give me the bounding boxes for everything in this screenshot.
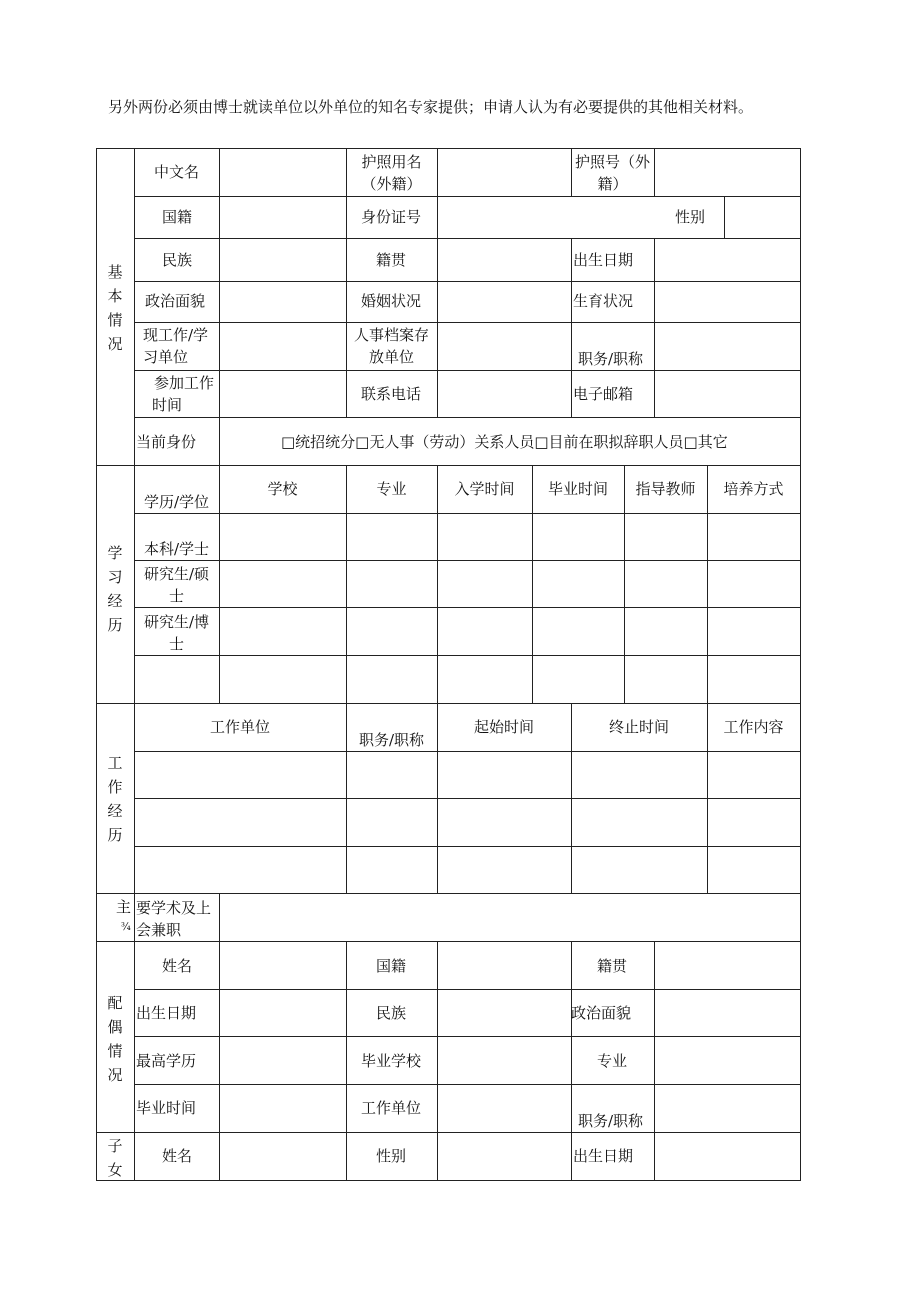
label-phone: 联系电话 bbox=[361, 385, 422, 403]
label-work-start: 参加工作 时间 bbox=[152, 374, 215, 414]
label-work-unit: 现工作/学 习单位 bbox=[143, 326, 209, 366]
col-advisor: 指导教师 bbox=[635, 480, 696, 498]
label-passport-name: 护照用名 （外籍） bbox=[361, 153, 422, 193]
col-work-end: 终止时间 bbox=[608, 718, 669, 736]
label-passport-no: 护照号（外 籍） bbox=[574, 153, 650, 193]
col-work-content: 工作内容 bbox=[723, 718, 784, 736]
spouse-label-grad-time: 毕业时间 bbox=[136, 1099, 197, 1117]
spouse-label-name: 姓名 bbox=[162, 957, 193, 975]
children-section-label: 子女 bbox=[107, 1137, 123, 1179]
table-border-top bbox=[96, 148, 801, 149]
label-email: 电子邮箱 bbox=[573, 385, 634, 403]
spouse-label-major: 专业 bbox=[597, 1052, 628, 1070]
label-id-no: 身份证号 bbox=[361, 208, 422, 226]
label-gender: 性别 bbox=[675, 208, 706, 226]
spouse-label-work-unit: 工作单位 bbox=[361, 1099, 422, 1117]
identity-options: □统招统分□无人事（劳动）关系人员□目前在职拟辞职人员□其它 bbox=[281, 433, 728, 451]
academic-prefix-mark: ¾ bbox=[121, 922, 131, 933]
label-political: 政治面貌 bbox=[145, 292, 206, 310]
spouse-label-school: 毕业学校 bbox=[361, 1052, 422, 1070]
label-identity: 当前身份 bbox=[136, 433, 197, 451]
spouse-section-label: 配偶情况 bbox=[107, 994, 123, 1084]
col-graduate: 毕业时间 bbox=[547, 480, 608, 498]
label-academic: 要学术及上 会兼职 bbox=[136, 899, 212, 939]
label-position: 职务/职称 bbox=[578, 350, 644, 368]
label-archive-unit: 人事档案存 放单位 bbox=[353, 326, 429, 366]
spouse-label-native-place: 籍贯 bbox=[597, 957, 628, 975]
work-section-label: 工作经历 bbox=[107, 754, 123, 844]
col-work-unit: 工作单位 bbox=[209, 718, 270, 736]
intro-text: 另外两份必须由博士就读单位以外单位的知名专家提供；申请人认为有必要提供的其他相关材料。 bbox=[108, 98, 754, 116]
row-master: 研究生/硕 士 bbox=[143, 565, 210, 605]
col-work-start: 起始时间 bbox=[473, 718, 534, 736]
table-border-left bbox=[96, 148, 97, 1181]
label-marital: 婚姻状况 bbox=[361, 292, 422, 310]
spouse-label-birth-date: 出生日期 bbox=[136, 1004, 197, 1022]
col-degree: 学历/学位 bbox=[144, 493, 210, 511]
children-label-birth-date: 出生日期 bbox=[573, 1147, 634, 1165]
col-work-position: 职务/职称 bbox=[358, 731, 425, 749]
col-enroll: 入学时间 bbox=[454, 480, 515, 498]
label-chinese-name: 中文名 bbox=[154, 163, 200, 181]
label-fertility: 生育状况 bbox=[573, 292, 634, 310]
study-section-label: 学习经历 bbox=[107, 544, 123, 634]
table-border-right bbox=[800, 148, 801, 1181]
children-label-gender: 性别 bbox=[376, 1147, 407, 1165]
spouse-label-nationality: 国籍 bbox=[376, 957, 407, 975]
row-doctor: 研究生/博 士 bbox=[143, 613, 210, 653]
col-school: 学校 bbox=[267, 480, 298, 498]
label-birth-date: 出生日期 bbox=[573, 251, 634, 269]
spouse-label-political: 政治面貌 bbox=[571, 1004, 632, 1022]
label-native-place: 籍贯 bbox=[376, 251, 407, 269]
spouse-label-education: 最高学历 bbox=[136, 1052, 197, 1070]
label-nationality: 国籍 bbox=[162, 208, 193, 226]
row-bachelor: 本科/学士 bbox=[144, 540, 210, 558]
table-border-bottom bbox=[96, 1180, 801, 1181]
academic-prefix: 主 bbox=[116, 898, 132, 916]
col-mode: 培养方式 bbox=[723, 480, 784, 498]
section-divider bbox=[134, 148, 135, 1181]
spouse-label-position: 职务/职称 bbox=[578, 1112, 644, 1130]
children-label-name: 姓名 bbox=[162, 1147, 193, 1165]
label-ethnicity: 民族 bbox=[162, 251, 193, 269]
spouse-label-ethnicity: 民族 bbox=[376, 1004, 407, 1022]
col-major: 专业 bbox=[376, 480, 407, 498]
basic-section-label: 基本情况 bbox=[107, 263, 123, 353]
